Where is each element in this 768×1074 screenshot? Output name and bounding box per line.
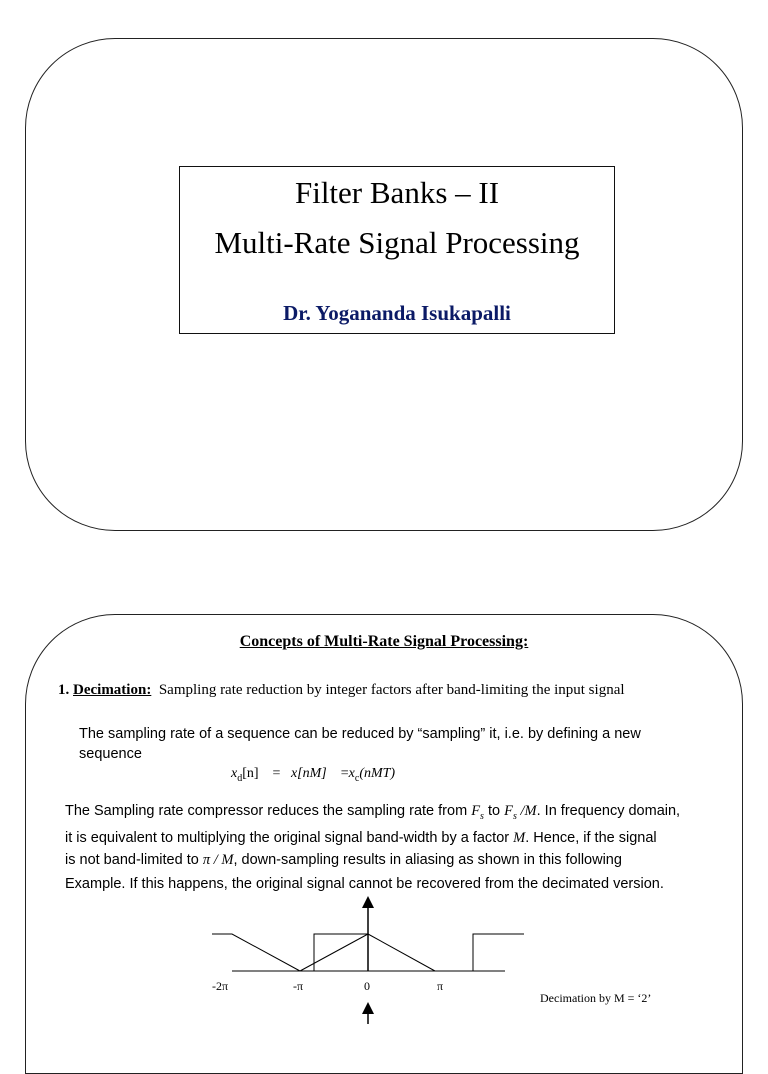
para-l1-a: The Sampling rate compressor reduces the sampling rate from [65,803,472,819]
formula-lhs-x: x [231,766,238,781]
section-heading: Concepts of Multi-Rate Signal Processing: [239,633,529,650]
fs2-symbol: F [504,803,513,819]
intro-line-1: The sampling rate of a sequence can be reduced by “sampling” it, i.e. by defining a new [79,726,641,742]
tick-label-neg-2pi: -2π [212,979,229,993]
pi-over-m: π / M [202,852,234,868]
para-l3-a: is not band-limited to [65,852,203,868]
left-spectrum-edge [212,934,300,971]
formula-lhs-arg: [n] [242,766,259,781]
intro-line-2: sequence [79,746,142,762]
item-number: 1. [58,682,70,698]
para-l1-b: . In frequency domain, [536,803,681,819]
para-l2-a: it is equivalent to multiplying the original signal band-width by a factor [65,830,514,846]
slide-title: Filter Banks – II [294,175,500,210]
para-line-4: Example. If this happens, the original signal cannot be recovered from the decimated version. [65,876,664,892]
tick-label-neg-pi: -π [293,979,304,993]
para-l3-b: , down-sampling results in aliasing as shown in this following [233,852,622,868]
fs-sub: s [480,810,484,822]
formula-lhs-sub: d [237,772,243,784]
formula-eq2: = [340,766,349,781]
formula-rhs-arg: (nMT) [359,766,396,781]
fs2-sub: s [512,810,517,822]
item-term: Decimation: [73,682,152,698]
formula-rhs-x: x [348,766,355,781]
formula-rhs-sub: c [354,772,360,784]
author-name: Dr. Yogananda Isukapalli [283,301,511,325]
fs-symbol: F [471,803,481,819]
para-l2-b: . Hence, if the signal [525,830,657,846]
decimation-caption: Decimation by M = ‘2’ [540,991,652,1005]
formula-mid: x[nM] [290,766,327,781]
div-m: /M [516,803,537,819]
slide-subtitle: Multi-Rate Signal Processing [214,225,580,260]
item-text: Sampling rate reduction by integer factors after band-limiting the input signal [158,682,625,698]
rect-pulse-left [314,934,368,971]
para-l1-to: to [483,803,505,819]
rect-pulse-right [473,934,524,971]
tick-label-zero: 0 [364,979,370,993]
formula-eq1: = [272,766,281,781]
tick-label-pi: π [437,979,444,993]
m-symbol: M [513,830,526,846]
